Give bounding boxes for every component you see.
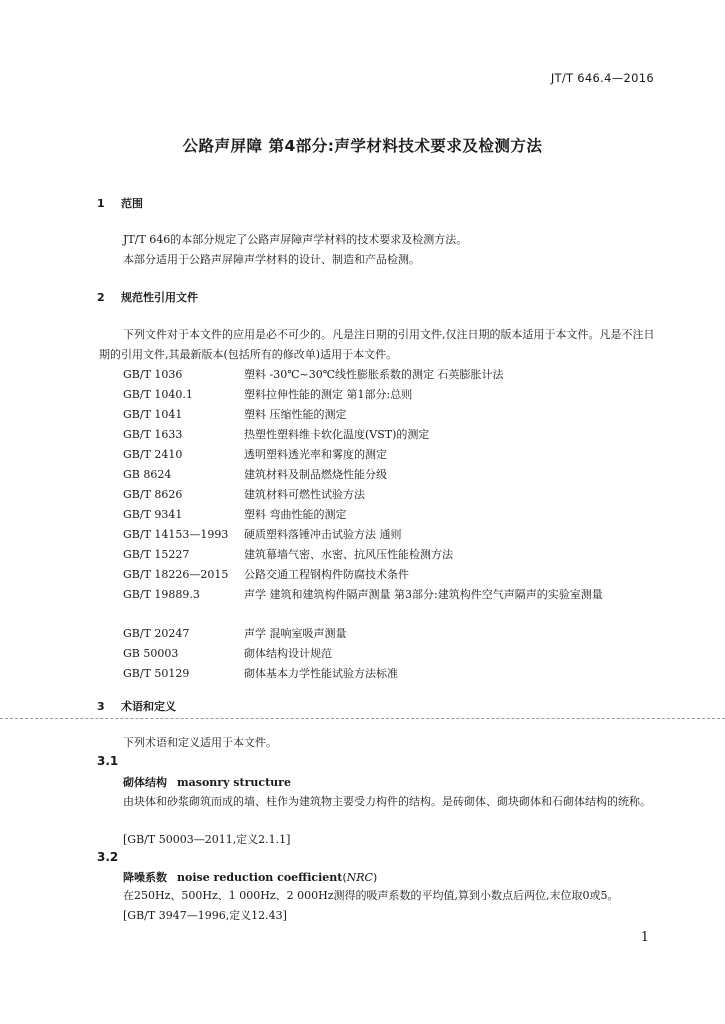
reference-item bbox=[123, 365, 663, 385]
reference-title: 声学 混响室吸声测量 bbox=[244, 627, 347, 640]
reference-code: GB/T 1040.1 bbox=[123, 388, 193, 401]
scope-paragraph-2: 本部分适用于公路声屏障声学材料的设计、制造和产品检测。 bbox=[123, 253, 420, 266]
standard-code: JT/T 646.4—2016 bbox=[550, 71, 654, 85]
normative-intro: 下列文件对于本文件的应用是必不可少的。凡是注日期的引用文件,仅注日期的版本适用于本文件。凡是不注日期的引用文件,其最新版本(包括所有的修改单)适用于本文件。 bbox=[99, 328, 655, 361]
reference-item bbox=[123, 385, 663, 405]
reference-item bbox=[123, 465, 663, 485]
clause-number: 3.2 bbox=[97, 850, 119, 864]
term-definition: 在250Hz、500Hz、1 000Hz、2 000Hz测得的吸声系数的平均值,算到小数点后两位,末位取0或5。 bbox=[123, 889, 619, 902]
reference-item bbox=[123, 525, 663, 545]
reference-item bbox=[123, 405, 663, 425]
scope-paragraph-1: JT/T 646的本部分规定了公路声屏障声学材料的技术要求及检测方法。 bbox=[123, 233, 468, 246]
term-chinese: 砌体结构 bbox=[123, 776, 167, 789]
term-entry bbox=[123, 869, 377, 885]
term-chinese: 降噪系数 bbox=[123, 871, 167, 884]
reference-code: GB 8624 bbox=[123, 468, 172, 481]
reference-code: GB/T 20247 bbox=[123, 627, 190, 640]
reference-item bbox=[123, 485, 663, 505]
reference-title: 透明塑料透光率和雾度的测定 bbox=[244, 448, 387, 461]
reference-item bbox=[123, 425, 663, 445]
reference-item bbox=[123, 545, 663, 565]
reference-title: 砌体基本力学性能试验方法标准 bbox=[244, 667, 398, 680]
reference-title: 硬质塑料落锤冲击试验方法 通则 bbox=[244, 528, 402, 541]
section-number: 1 bbox=[97, 197, 105, 210]
reference-code: GB/T 19889.3 bbox=[123, 588, 200, 601]
reference-code: GB/T 18226—2015 bbox=[123, 568, 229, 581]
term-abbr-close-paren: ) bbox=[372, 871, 378, 884]
reference-item bbox=[123, 664, 663, 684]
section-3-heading bbox=[97, 698, 176, 714]
reference-item bbox=[123, 624, 663, 644]
reference-item bbox=[123, 644, 663, 664]
reference-item bbox=[123, 505, 663, 525]
reference-title: 塑料 -30℃~30℃线性膨胀系数的测定 石英膨胀计法 bbox=[244, 368, 504, 381]
reference-code: GB/T 9341 bbox=[123, 508, 183, 521]
term-definition: 由块体和砂浆砌筑而成的墙、柱作为建筑物主要受力构件的结构。是砖砌体、砌块砌体和石砌体结构的统称。 bbox=[123, 795, 651, 808]
page-number: 1 bbox=[640, 930, 649, 945]
reference-code: GB/T 1041 bbox=[123, 408, 183, 421]
reference-title: 建筑幕墙气密、水密、抗风压性能检测方法 bbox=[244, 548, 453, 561]
section-1-heading bbox=[97, 195, 143, 211]
reference-item bbox=[123, 445, 663, 465]
reference-code: GB/T 15227 bbox=[123, 548, 190, 561]
reference-title: 公路交通工程钢构件防腐技术条件 bbox=[244, 568, 409, 581]
reference-code: GB 50003 bbox=[123, 647, 179, 660]
reference-title: 声学 建筑和建筑构件隔声测量 第3部分:建筑构件空气声隔声的实验室测量 bbox=[244, 588, 603, 601]
term-source: [GB/T 50003—2011,定义2.1.1] bbox=[123, 833, 291, 846]
section-number: 3 bbox=[97, 700, 105, 713]
document-title: 公路声屏障 第4部分:声学材料技术要求及检测方法 bbox=[182, 137, 543, 155]
terms-intro: 下列术语和定义适用于本文件。 bbox=[123, 736, 277, 749]
section-title: 范围 bbox=[121, 197, 143, 210]
reference-code: GB/T 50129 bbox=[123, 667, 190, 680]
scan-artifact-divider bbox=[0, 718, 725, 719]
section-2-heading bbox=[97, 289, 198, 305]
reference-code: GB/T 8626 bbox=[123, 488, 183, 501]
reference-code: GB/T 1036 bbox=[123, 368, 183, 381]
term-abbr-open-paren: ( bbox=[342, 871, 347, 884]
term-entry bbox=[123, 774, 291, 790]
reference-title: 塑料拉伸性能的测定 第1部分:总则 bbox=[244, 388, 413, 401]
section-title: 规范性引用文件 bbox=[121, 291, 198, 304]
reference-title: 塑料 弯曲性能的测定 bbox=[244, 508, 347, 521]
clause-number: 3.1 bbox=[97, 754, 119, 768]
section-title: 术语和定义 bbox=[121, 700, 176, 713]
section-number: 2 bbox=[97, 291, 105, 304]
term-english: masonry structure bbox=[177, 776, 291, 789]
reference-title: 建筑材料及制品燃烧性能分级 bbox=[244, 468, 387, 481]
reference-title: 塑料 压缩性能的测定 bbox=[244, 408, 347, 421]
term-english: noise reduction coefficient bbox=[177, 871, 343, 884]
reference-title: 砌体结构设计规范 bbox=[244, 647, 332, 660]
reference-item bbox=[123, 585, 663, 623]
term-abbreviation: NRC bbox=[346, 871, 373, 884]
reference-item bbox=[123, 565, 663, 585]
reference-code: GB/T 14153—1993 bbox=[123, 528, 229, 541]
term-source: [GB/T 3947—1996,定义12.43] bbox=[123, 909, 287, 922]
reference-code: GB/T 2410 bbox=[123, 448, 183, 461]
reference-title: 热塑性塑料维卡软化温度(VST)的测定 bbox=[244, 428, 430, 441]
reference-title: 建筑材料可燃性试验方法 bbox=[244, 488, 365, 501]
reference-code: GB/T 1633 bbox=[123, 428, 183, 441]
